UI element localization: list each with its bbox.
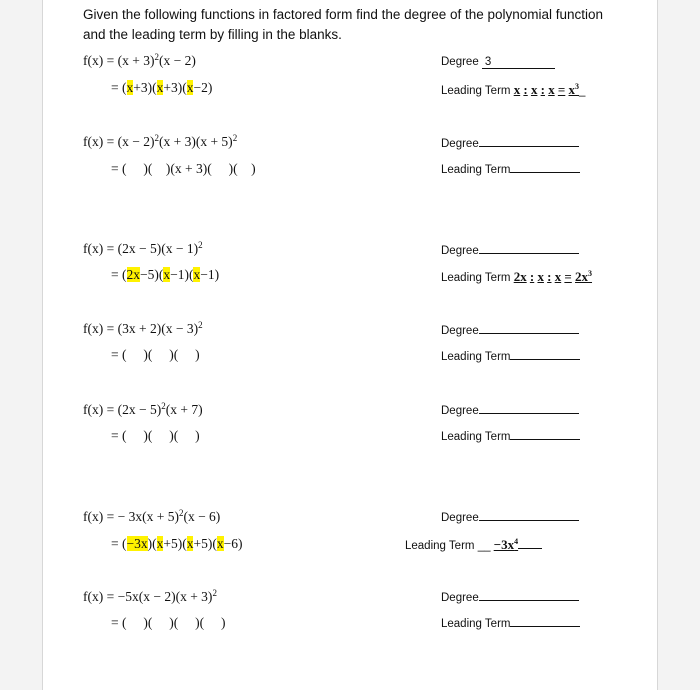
leading-term-5-blank[interactable] [510, 429, 580, 440]
degree-6-blank[interactable] [479, 510, 579, 521]
degree-1: Degree 3 [441, 56, 555, 69]
left-gutter [0, 0, 42, 690]
expansion-1: = (x+3)(x+3)(x−2) [111, 80, 213, 95]
degree-6: Degree [441, 510, 579, 524]
leading-term-7-blank[interactable] [510, 616, 580, 627]
function-3: $f(x) = (2x - 5)(x - 1)^2$ [83, 240, 203, 256]
degree-4: Degree [441, 323, 579, 337]
degree-5-blank[interactable] [479, 403, 579, 414]
leading-term-6: Leading Term __ $-3x^4$ [405, 537, 542, 553]
degree-4-blank[interactable] [479, 323, 579, 334]
worksheet-page [42, 0, 658, 690]
leading-term-5: Leading Term [441, 429, 580, 443]
leading-term-4: Leading Term [441, 349, 580, 363]
leading-term-3: Leading Term 2x : x : $x = 2x^3$ [441, 269, 593, 284]
function-6: f(x) = − $3x(x + 5)^2(x - 6)$ [83, 508, 221, 524]
expansion-7: = ( )( )( )( ) [111, 615, 226, 630]
expansion-4: = ( )( )( ) [111, 347, 200, 362]
instructions: Given the following functions in factored form find the degree of the polynomial function and the leading term by filling in the blanks. [83, 7, 604, 42]
leading-term-4-blank[interactable] [510, 349, 580, 360]
degree-3-blank[interactable] [479, 243, 579, 254]
expansion-3: = (2x−5)(x−1)(x−1) [111, 267, 220, 282]
leading-term-7: Leading Term [441, 616, 580, 630]
degree-7: Degree [441, 590, 579, 604]
function-1: $f(x) = (x + 3)^2(x - 2)$ [83, 52, 196, 68]
leading-term-2: Leading Term [441, 162, 580, 176]
leading-term-1: Leading Term x : x : $x = x^3\_$ [441, 82, 586, 97]
degree-2: Degree [441, 136, 579, 150]
function-5: $f(x) = (2x - 5)^2(x + 7)$ [83, 401, 203, 417]
expansion-6: = (−3x)(x+5)(x+5)(x−6) [111, 536, 243, 551]
degree-3: Degree [441, 243, 579, 257]
degree-7-blank[interactable] [479, 590, 579, 601]
degree-2-blank[interactable] [479, 136, 579, 147]
expansion-5: = ( )( )( ) [111, 428, 200, 443]
expansion-2: = ( )( )(x + 3)( )( ) [111, 161, 256, 176]
function-4: $f(x) = (3x + 2)(x - 3)^2$ [83, 320, 203, 336]
degree-5: Degree [441, 403, 579, 417]
function-2: $f(x) = (x - 2)^2(x + 3)(x + 5)^2$ [83, 133, 238, 149]
degree-1-answer[interactable]: 3 [482, 56, 555, 69]
leading-term-2-blank[interactable] [510, 162, 580, 173]
function-7: $f(x) = -5x(x - 2)(x + 3)^2$ [83, 588, 217, 604]
right-gutter [656, 0, 700, 690]
